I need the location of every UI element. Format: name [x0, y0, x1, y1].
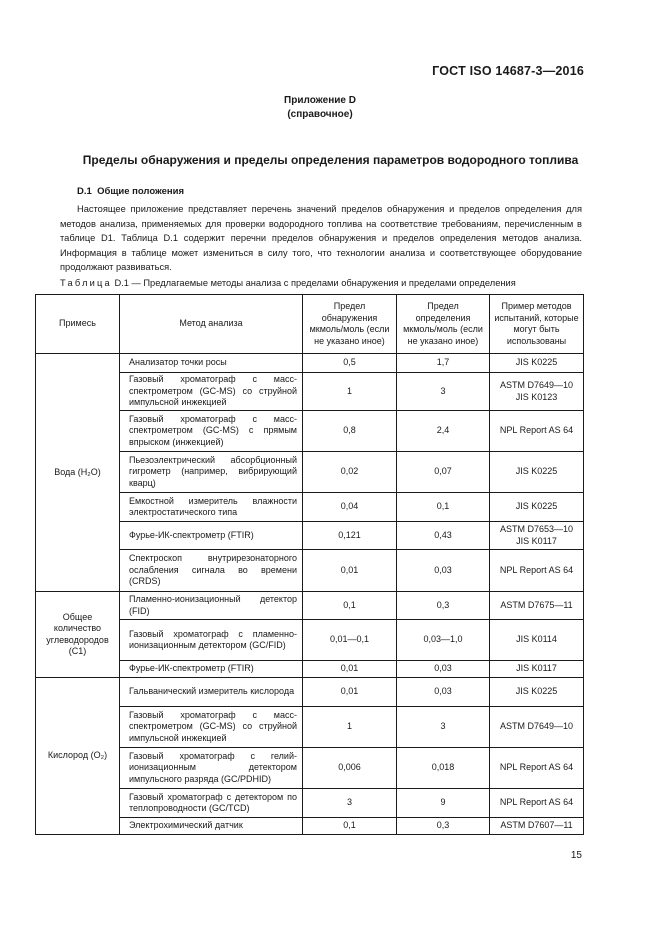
table-row: [36, 354, 584, 373]
method-cell: Газовый хроматограф с масс-спектрометром (GC-MS) со струйной импульсной инжекцией: [120, 373, 303, 411]
detection-limit-cell: 0,01: [303, 661, 397, 678]
detection-limit-cell: 1: [303, 373, 397, 411]
test-method-cell: ASTM D7649—10 JIS K0123: [490, 373, 584, 411]
quantification-limit-cell: 0,03: [397, 550, 490, 592]
quantification-limit-cell: 0,1: [397, 493, 490, 522]
detection-limit-cell: 0,5: [303, 354, 397, 373]
table-caption: [60, 278, 516, 288]
test-method-cell: NPL Report AS 64: [490, 789, 584, 818]
test-method-cell: ASTM D7653—10 JIS K0117: [490, 522, 584, 550]
test-method-cell: NPL Report AS 64: [490, 411, 584, 452]
method-cell: Фурье-ИК-спектрометр (FTIR): [120, 661, 303, 678]
test-method-cell: JIS K0225: [490, 354, 584, 373]
detection-limit-cell: 0,04: [303, 493, 397, 522]
detection-limit-cell: 0,01: [303, 678, 397, 707]
test-method-cell: JIS K0225: [490, 452, 584, 493]
quantification-limit-cell: 3: [397, 707, 490, 748]
method-cell: Газовый хроматограф с масс-спектрометром (GC-MS) с прямым впрыском (инжекцией): [120, 411, 303, 452]
method-cell: Фурье-ИК-спектрометр (FTIR): [120, 522, 303, 550]
test-method-cell: NPL Report AS 64: [490, 748, 584, 789]
detection-limit-cell: 0,1: [303, 592, 397, 620]
impurity-cell: Общее количество углеводородов (C1): [36, 592, 120, 678]
detection-limit-cell: 0,006: [303, 748, 397, 789]
quantification-limit-cell: 3: [397, 373, 490, 411]
standard-code: ГОСТ ISO 14687-3—2016: [432, 64, 584, 78]
detection-limit-cell: 1: [303, 707, 397, 748]
test-method-cell: NPL Report AS 64: [490, 550, 584, 592]
method-cell: Электрохимический датчик: [120, 818, 303, 835]
section-title: [77, 186, 184, 197]
table-row: [36, 678, 584, 707]
col-header-detection-limit: Предел обнаружения мкмоль/моль (если не указано иное): [303, 295, 397, 354]
test-method-cell: JIS K0225: [490, 493, 584, 522]
quantification-limit-cell: 1,7: [397, 354, 490, 373]
col-header-test-methods: Пример методов испытаний, которые могут быть использованы: [490, 295, 584, 354]
method-cell: Газовый хроматограф с гелий-ионизационным детектором импульсного разряда (GC/PDHID): [120, 748, 303, 789]
detection-limit-cell: 0,02: [303, 452, 397, 493]
test-method-cell: JIS K0225: [490, 678, 584, 707]
quantification-limit-cell: 0,3: [397, 818, 490, 835]
method-cell: Газовый хроматограф с детектором по теплопроводности (GC/TCD): [120, 789, 303, 818]
detection-limit-cell: 0,01—0,1: [303, 620, 397, 661]
method-cell: Емкостной измеритель влажности электростатического типа: [120, 493, 303, 522]
test-method-cell: ASTM D7649—10: [490, 707, 584, 748]
intro-paragraph: Настоящее приложение представляет перечень значений пределов обнаружения и пределов определения для методов анализа, применяемых для проверки водородного топлива на соответствие требованиям, перечисленным в таблице D1. Таблица D.1 содержит перечни пределов обнаружения и пределов определения методов анализа. Информация в таблице может измениться в силу того, что технологии анализа и соответствующее оборудование продолжают развиваться.: [60, 204, 582, 272]
test-method-cell: JIS K0117: [490, 661, 584, 678]
quantification-limit-cell: 0,03: [397, 661, 490, 678]
impurity-cell: Вода (H₂O): [36, 354, 120, 592]
quantification-limit-cell: 0,43: [397, 522, 490, 550]
table-row: [36, 592, 584, 620]
method-cell: Анализатор точки росы: [120, 354, 303, 373]
test-method-cell: ASTM D7607—11: [490, 818, 584, 835]
section-name: Общие положения: [97, 186, 185, 197]
method-cell: Гальванический измеритель кислорода: [120, 678, 303, 707]
quantification-limit-cell: 0,3: [397, 592, 490, 620]
quantification-limit-cell: 9: [397, 789, 490, 818]
appendix-title: [0, 94, 640, 122]
col-header-impurity: Примесь: [36, 295, 120, 354]
method-cell: Пьезоэлектрический абсорбционный гигрометр (например, вибрирующий кварц): [120, 452, 303, 493]
quantification-limit-cell: 0,03: [397, 678, 490, 707]
detection-limit-cell: 0,121: [303, 522, 397, 550]
method-cell: Пламенно-ионизационный детектор (FID): [120, 592, 303, 620]
detection-limit-cell: 3: [303, 789, 397, 818]
page-heading: Пределы обнаружения и пределы определения параметров водородного топлива: [82, 153, 579, 167]
table-caption-word: Таблица: [60, 278, 112, 288]
test-method-cell: ASTM D7675—11: [490, 592, 584, 620]
analysis-methods-table: [35, 294, 584, 835]
appendix-subtitle: (справочное): [287, 109, 353, 120]
detection-limit-cell: 0,8: [303, 411, 397, 452]
col-header-method: Метод анализа: [120, 295, 303, 354]
page-number: 15: [570, 850, 582, 861]
quantification-limit-cell: 0,018: [397, 748, 490, 789]
table-header-row: [36, 295, 584, 354]
appendix-label: Приложение D: [284, 95, 356, 106]
table-caption-text: D.1 — Предлагаемые методы анализа с пределами обнаружения и пределами определения: [111, 278, 516, 288]
method-cell: Газовый хроматограф с масс-спектрометром (GC-MS) со струйной импульсной инжекцией: [120, 707, 303, 748]
impurity-cell: Кислород (O₂): [36, 678, 120, 835]
quantification-limit-cell: 2,4: [397, 411, 490, 452]
test-method-cell: JIS K0114: [490, 620, 584, 661]
method-cell: Спектроскоп внутрирезонаторного ослабления сигнала во времени (CRDS): [120, 550, 303, 592]
method-cell: Газовый хроматограф с пламенно-ионизационным детектором (GC/FID): [120, 620, 303, 661]
detection-limit-cell: 0,1: [303, 818, 397, 835]
section-number: D.1: [77, 186, 92, 197]
col-header-quantification-limit: Предел определения мкмоль/моль (если не указано иное): [397, 295, 490, 354]
quantification-limit-cell: 0,07: [397, 452, 490, 493]
quantification-limit-cell: 0,03—1,0: [397, 620, 490, 661]
detection-limit-cell: 0,01: [303, 550, 397, 592]
